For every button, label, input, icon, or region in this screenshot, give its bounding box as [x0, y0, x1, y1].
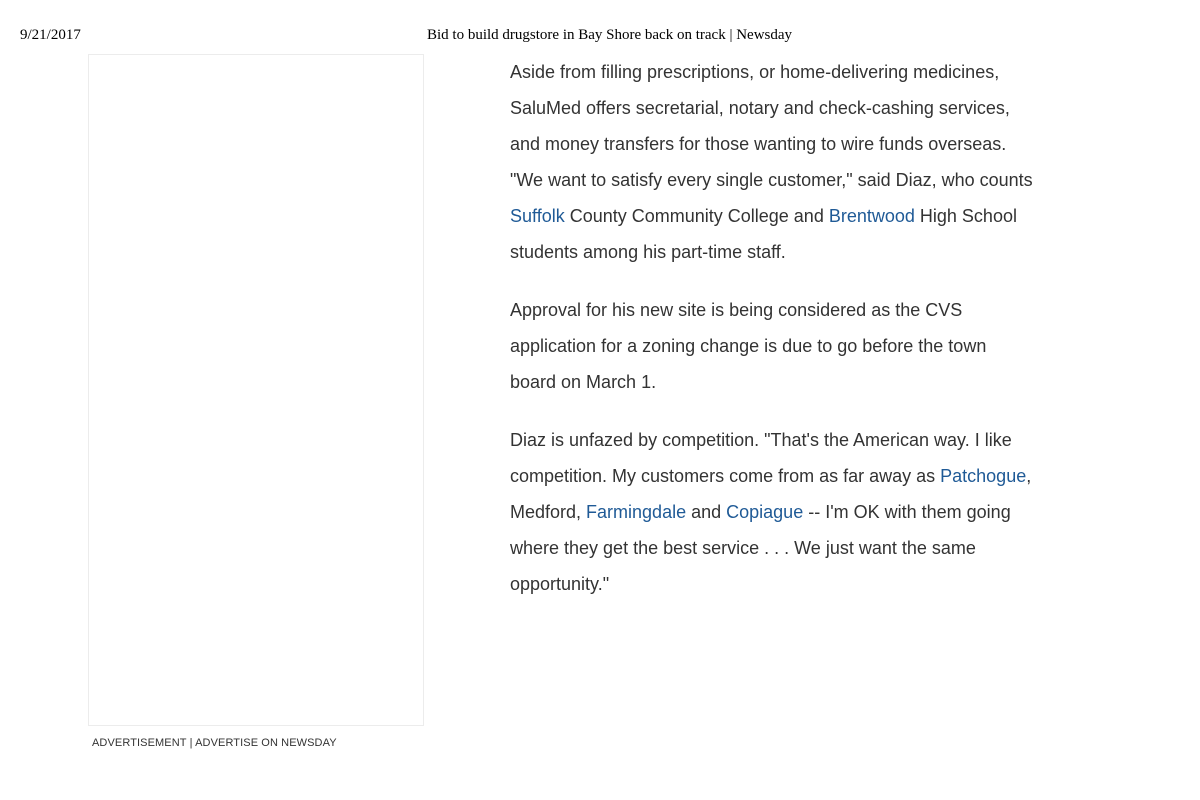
paragraph-text: and	[686, 502, 727, 522]
advertise-on-newsday-link[interactable]: ADVERTISE ON NEWSDAY	[195, 737, 337, 749]
print-page-title: Bid to build drugstore in Bay Shore back on track | Newsday	[427, 27, 793, 43]
caption-separator: |	[186, 737, 196, 749]
paragraph-text: Aside from filling prescriptions, or home-delivering medicines, SaluMed offers secretarial, notary and check-cashing services, and money transfers for those wanting to wire funds overseas. "We want to satisfy every single customer," said Diaz, who counts	[510, 62, 1033, 190]
article-paragraph-2: Approval for his new site is being considered as the CVS application for a zoning change is due to go before the town board on March 1.	[510, 300, 987, 392]
paragraph-text: High School students among his part-time staff.	[510, 206, 1017, 262]
link-copiague[interactable]: Copiague	[726, 502, 804, 522]
article-paragraph-3	[510, 422, 1035, 602]
link-brentwood[interactable]: Brentwood	[828, 206, 915, 226]
print-header	[0, 27, 1200, 47]
article-body	[510, 54, 1035, 624]
advertisement-label: ADVERTISEMENT	[92, 737, 187, 749]
paragraph-text: Diaz is unfazed by competition. "That's the American way. I like competition. My customers come from as far away as	[510, 430, 1012, 486]
link-patchogue[interactable]: Patchogue	[940, 466, 1027, 486]
link-suffolk[interactable]: Suffolk	[510, 206, 565, 226]
paragraph-text: , Medford,	[510, 466, 1032, 522]
advertisement-slot[interactable]	[88, 54, 424, 726]
print-date: 9/21/2017	[20, 27, 81, 43]
paragraph-text: -- I'm OK with them going where they get the best service . . . We just want the same opportunity."	[510, 502, 1011, 594]
link-farmingdale[interactable]: Farmingdale	[586, 502, 687, 522]
paragraph-text: County Community College and	[564, 206, 829, 226]
advertisement-caption	[92, 737, 337, 749]
article-paragraph-1	[510, 54, 1035, 270]
